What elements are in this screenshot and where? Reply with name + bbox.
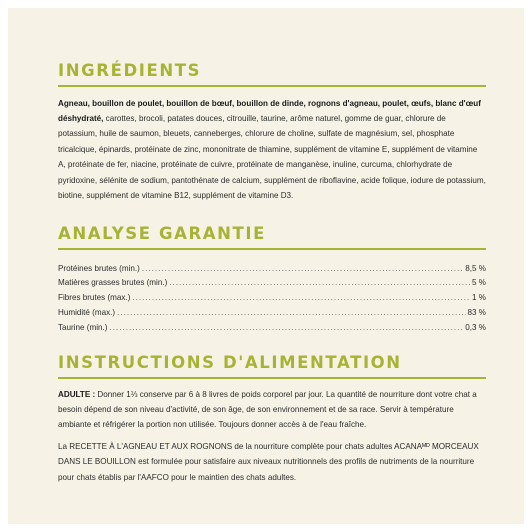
analysis-row-fiber	[58, 291, 486, 306]
feeding-adult-paragraph	[58, 387, 486, 433]
analysis-table	[58, 262, 486, 336]
analysis-label: Fibres brutes (max.)	[58, 293, 131, 303]
analysis-label: Protéines brutes (min.)	[58, 263, 140, 273]
ingredients-heading: INGRÉDIENTS	[58, 61, 202, 80]
dot-leader	[132, 291, 470, 306]
analysis-row-fat	[58, 276, 486, 291]
analysis-value: 83 %	[467, 307, 486, 317]
ingredients-divider	[58, 85, 486, 87]
analysis-row-protein	[58, 262, 486, 277]
dot-leader	[169, 276, 470, 291]
dot-leader	[109, 321, 463, 336]
analysis-section	[58, 224, 486, 335]
analysis-heading: ANALYSE GARANTIE	[58, 224, 267, 243]
adult-instructions: Donner 1⅓ conserve par 6 à 8 livres de poids corporel par jour. La quantité de nourriture dont votre chat a besoin dépend de son niveau d'activité, de son âge, de son environnement et de sa race. Servir à température ambiante et réfrigérer la portion non utilisée. Toujours donner accès à de l'eau fraîche.	[58, 389, 477, 430]
ingredients-secondary: carottes, brocoli, patates douces, citrouille, taurine, arôme naturel, gomme de guar, chlorure de potassium, huile de saumon, bleuets, canneberges, chlorure de choline, sulfate de magnésium, sel, phosphate tricalcique, épinards, protéinate de zinc, mononitrate de thiamine, supplément de vitamine E, supplément de vitamine A, protéinate de fer, niacine, protéinate de cuivre, protéinate de manganèse, inuline, curcuma, chlorhydrate de pyridoxine, sélénite de sodium, pantothénate de calcium, supplément de riboflavine, acide folique, iodure de potassium, biotine, supplément de vitamine B12, supplément de vitamine D3.	[58, 113, 486, 200]
analysis-value: 8,5 %	[465, 263, 486, 273]
analysis-row-taurine	[58, 321, 486, 336]
ingredients-text	[58, 96, 486, 204]
dot-leader	[117, 306, 465, 321]
analysis-value: 0,3 %	[465, 322, 486, 332]
analysis-value: 1 %	[472, 293, 486, 303]
ingredients-primary: Agneau, bouillon de poulet, bouillon de bœuf, bouillon de dinde, rognons d'agneau, poulet, œufs, blanc d'œuf déshydraté,	[58, 98, 481, 123]
feeding-divider	[58, 377, 486, 379]
adult-label: ADULTE :	[58, 389, 96, 399]
analysis-label: Matières grasses brutes (min.)	[58, 278, 168, 288]
label-panel	[8, 8, 524, 524]
analysis-row-moisture	[58, 306, 486, 321]
ingredients-section	[58, 61, 486, 203]
analysis-value: 5 %	[472, 278, 486, 288]
dot-leader	[142, 262, 463, 277]
analysis-label: Taurine (min.)	[58, 322, 108, 332]
feeding-section	[58, 353, 486, 485]
feeding-heading: INSTRUCTIONS D'ALIMENTATION	[58, 353, 402, 372]
analysis-divider	[58, 248, 486, 250]
analysis-label: Humidité (max.)	[58, 307, 116, 317]
aafco-statement: La RECETTE À L'AGNEAU ET AUX ROGNONS de la nourriture complète pour chats adultes ACANAᴹᴰ MORCEAUX DANS LE BOUILLON est formulée pour satisfaire aux niveaux nutritionnels des profils de nutriments de la nourriture pour chats établis par l'AAFCO pour le maintien des chats adultes.	[58, 441, 479, 482]
